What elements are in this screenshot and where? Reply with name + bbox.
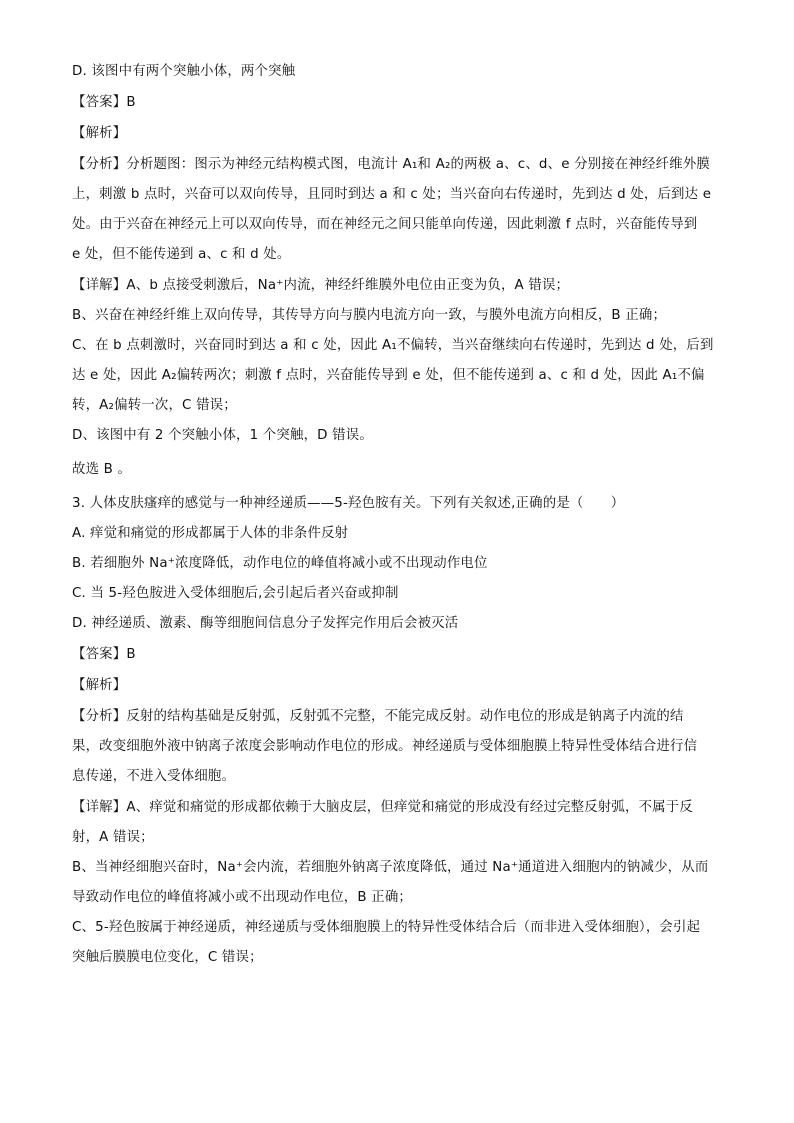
prev-conclusion: 故选 B 。 xyxy=(72,462,132,477)
prev-xiangjie-line: C、在 b 点刺激时，兴奋同时到达 a 和 c 处，因此 A₁不偏转，当兴奋继续向右传递时，先到达 d 处，后到 xyxy=(72,338,714,353)
question-3 xyxy=(72,494,732,634)
q3-xiangjie-line: 突触后膜膜电位变化，C 错误； xyxy=(72,950,263,965)
prev-fenxi-line: e 处，但不能传递到 a、c 和 d 处。 xyxy=(72,247,291,262)
question-stem: 3. 人体皮肤瘙痒的感觉与一种神经递质——5-羟色胺有关。下列有关叙述,正确的是（ ） xyxy=(72,496,625,511)
q3-fenxi-line: 果，改变细胞外液中钠离子浓度会影响动作电位的形成。神经递质与受体细胞膜上特异性受体结合进行信 xyxy=(72,739,698,754)
prev-xiangjie-line: B、兴奋在神经纤维上双向传导，其传导方向与膜内电流方向一致，与膜外电流方向相反，B 正确； xyxy=(72,308,667,323)
prev-fenxi-line: 【分析】分析题图：图示为神经元结构模式图，电流计 A₁和 A₂的两极 a、c、d、e 分别接在神经纤维外膜 xyxy=(72,157,711,172)
prev-answer: 【答案】B xyxy=(72,95,136,110)
prev-fenxi-line: 上，刺激 b 点时，兴奋可以双向传导，且同时到达 a 和 c 处；当兴奋向右传递时，先到达 d 处，后到达 e xyxy=(72,187,712,202)
q3-xiangjie-line: 射，A 错误； xyxy=(72,830,154,845)
q3-xiangjie-paragraph xyxy=(72,798,732,968)
prev-xiangjie-line: 转，A₂偏转一次，C 错误； xyxy=(72,398,237,413)
prev-xiangjie-line: 达 e 处，因此 A₂偏转两次；刺激 f 点时，兴奋能传导到 e 处，但不能传递到 a、c 和 d 处，因此 A₁不偏 xyxy=(72,368,705,383)
document-page xyxy=(72,62,732,968)
question-option-a: A. 痒觉和痛觉的形成都属于人体的非条件反射 xyxy=(72,526,349,541)
q3-fenxi-paragraph xyxy=(72,707,732,787)
q3-answer: 【答案】B xyxy=(72,647,136,662)
q3-analysis-label: 【解析】 xyxy=(72,678,127,693)
prev-analysis-label: 【解析】 xyxy=(72,126,127,141)
prev-xiangjie-line: 【详解】A、b 点接受刺激后，Na⁺内流，神经纤维膜外电位由正变为负，A 错误； xyxy=(72,278,570,293)
question-option-b: B. 若细胞外 Na⁺浓度降低，动作电位的峰值将减小或不出现动作电位 xyxy=(72,556,488,571)
prev-fenxi-paragraph xyxy=(72,155,732,265)
q3-xiangjie-line: 导致动作电位的峰值将减小或不出现动作电位，B 正确； xyxy=(72,890,413,905)
q3-fenxi-line: 【分析】反射的结构基础是反射弧，反射弧不完整，不能完成反射。动作电位的形成是钠离子内流的结 xyxy=(72,709,684,724)
q3-xiangjie-line: C、5-羟色胺属于神经递质，神经递质与受体细胞膜上的特异性受体结合后（而非进入受体细胞），会引起 xyxy=(72,920,701,935)
prev-xiangjie-paragraph xyxy=(72,276,732,446)
prev-option-d: D. 该图中有两个突触小体，两个突触 xyxy=(72,64,296,79)
q3-xiangjie-line: 【详解】A、痒觉和痛觉的形成都依赖于大脑皮层，但痒觉和痛觉的形成没有经过完整反射弧，不属于反 xyxy=(72,800,693,815)
prev-xiangjie-line: D、该图中有 2 个突触小体，1 个突触，D 错误。 xyxy=(72,428,373,443)
q3-fenxi-line: 息传递，不进入受体细胞。 xyxy=(72,769,236,784)
question-option-d: D. 神经递质、激素、酶等细胞间信息分子发挥完作用后会被灭活 xyxy=(72,616,459,631)
prev-fenxi-line: 处。由于兴奋在神经元上可以双向传导，而在神经元之间只能单向传递，因此刺激 f 点时，兴奋能传导到 xyxy=(72,217,698,232)
question-option-c: C. 当 5-羟色胺进入受体细胞后,会引起后者兴奋或抑制 xyxy=(72,586,399,601)
q3-xiangjie-line: B、当神经细胞兴奋时，Na⁺会内流，若细胞外钠离子浓度降低，通过 Na⁺通道进入细胞内的钠减少，从而 xyxy=(72,860,709,875)
